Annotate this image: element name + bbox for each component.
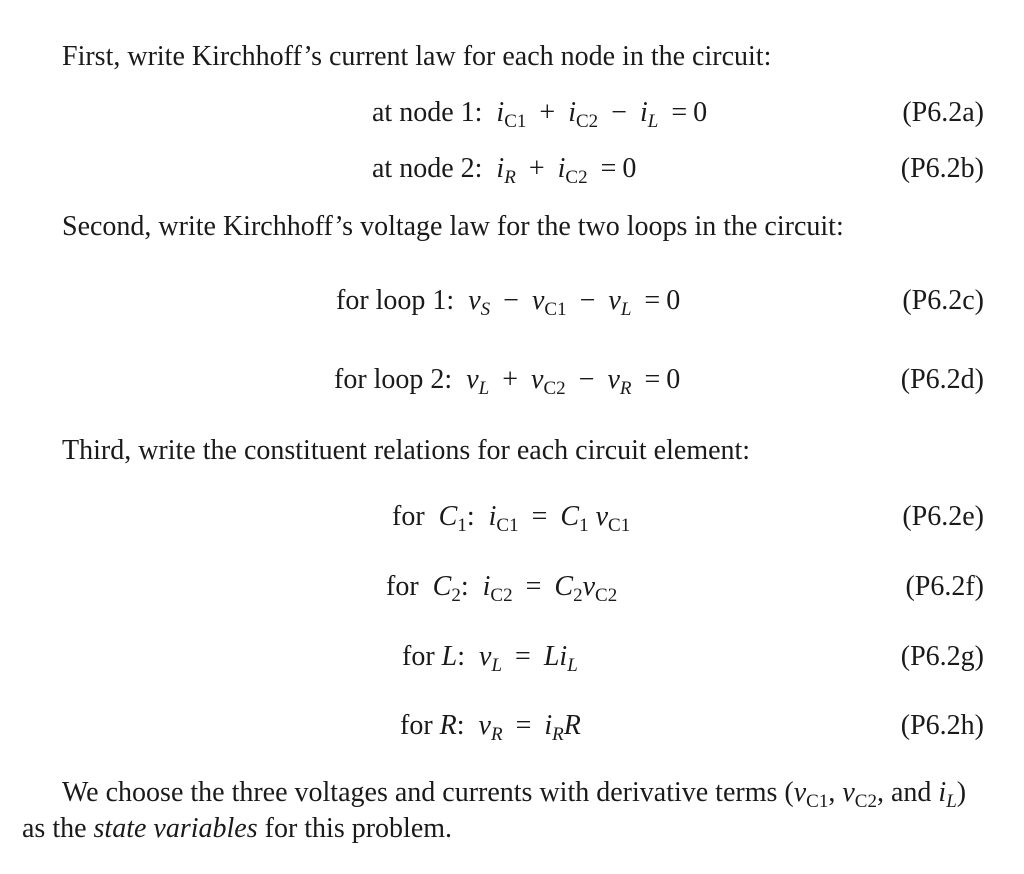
equation-number: (P6.2g) (900, 641, 984, 672)
equation-label: at node 1: (372, 97, 483, 128)
state-variables-paragraph-line2: as the state variables for this problem. (22, 813, 453, 844)
intro-paragraph-constituent: Third, write the constituent relations for each circuit element: (62, 435, 751, 466)
intro-paragraph-kvl: Second, write Kirchhoff’s voltage law for the two loops in the circuit: (62, 211, 844, 242)
equation-p6-2f: for $C_2$: $i_{C2} = C_2v_{C2}$ (P6.2f) (0, 567, 1024, 607)
equation-p6-2d: for loop 2: $v_L + v_{C2} - v_R = 0$ (P6.2d) (0, 360, 1024, 400)
equation-p6-2b: at node 2: $i_R + i_{C2} = 0$ (P6.2b) (0, 149, 1024, 189)
equation-number: (P6.2a) (902, 97, 984, 128)
equation-label: for (402, 641, 435, 672)
equation-label: at node 2: (372, 153, 483, 184)
equation-p6-2a: at node 1: $i_{C1} + i_{C2} - i_L = 0$ (P6.2a) (0, 93, 1024, 133)
equation-number: (P6.2e) (902, 501, 984, 532)
state-variables-paragraph-line1: We choose the three voltages and currents with derivative terms ($v_{C1}$, $v_{C2}$, and $i_L$) (62, 777, 967, 812)
equation-p6-2h: for R: $v_R = i_RR$ (P6.2h) (0, 706, 1024, 746)
equation-number: (P6.2f) (905, 571, 984, 602)
equation-p6-2e: for $C_1$: $i_{C1} = C_1$ $v_{C1}$ (P6.2e) (0, 497, 1024, 537)
equation-label: for loop 1: (336, 285, 455, 316)
equation-number: (P6.2d) (900, 364, 984, 395)
equation-label: for loop 2: (334, 364, 453, 395)
equation-label: for (386, 571, 419, 602)
equation-number: (P6.2b) (900, 153, 984, 184)
equation-label: for (400, 710, 433, 741)
equation-p6-2c: for loop 1: $v_S - v_{C1} - v_L = 0$ (P6.2c) (0, 281, 1024, 321)
equation-number: (P6.2h) (900, 710, 984, 741)
equation-number: (P6.2c) (902, 285, 984, 316)
intro-paragraph-kcl: First, write Kirchhoff’s current law for each node in the circuit: (62, 41, 772, 72)
equation-p6-2g: for L: $v_L = Li_L$ (P6.2g) (0, 637, 1024, 677)
equation-label: for (392, 501, 425, 532)
